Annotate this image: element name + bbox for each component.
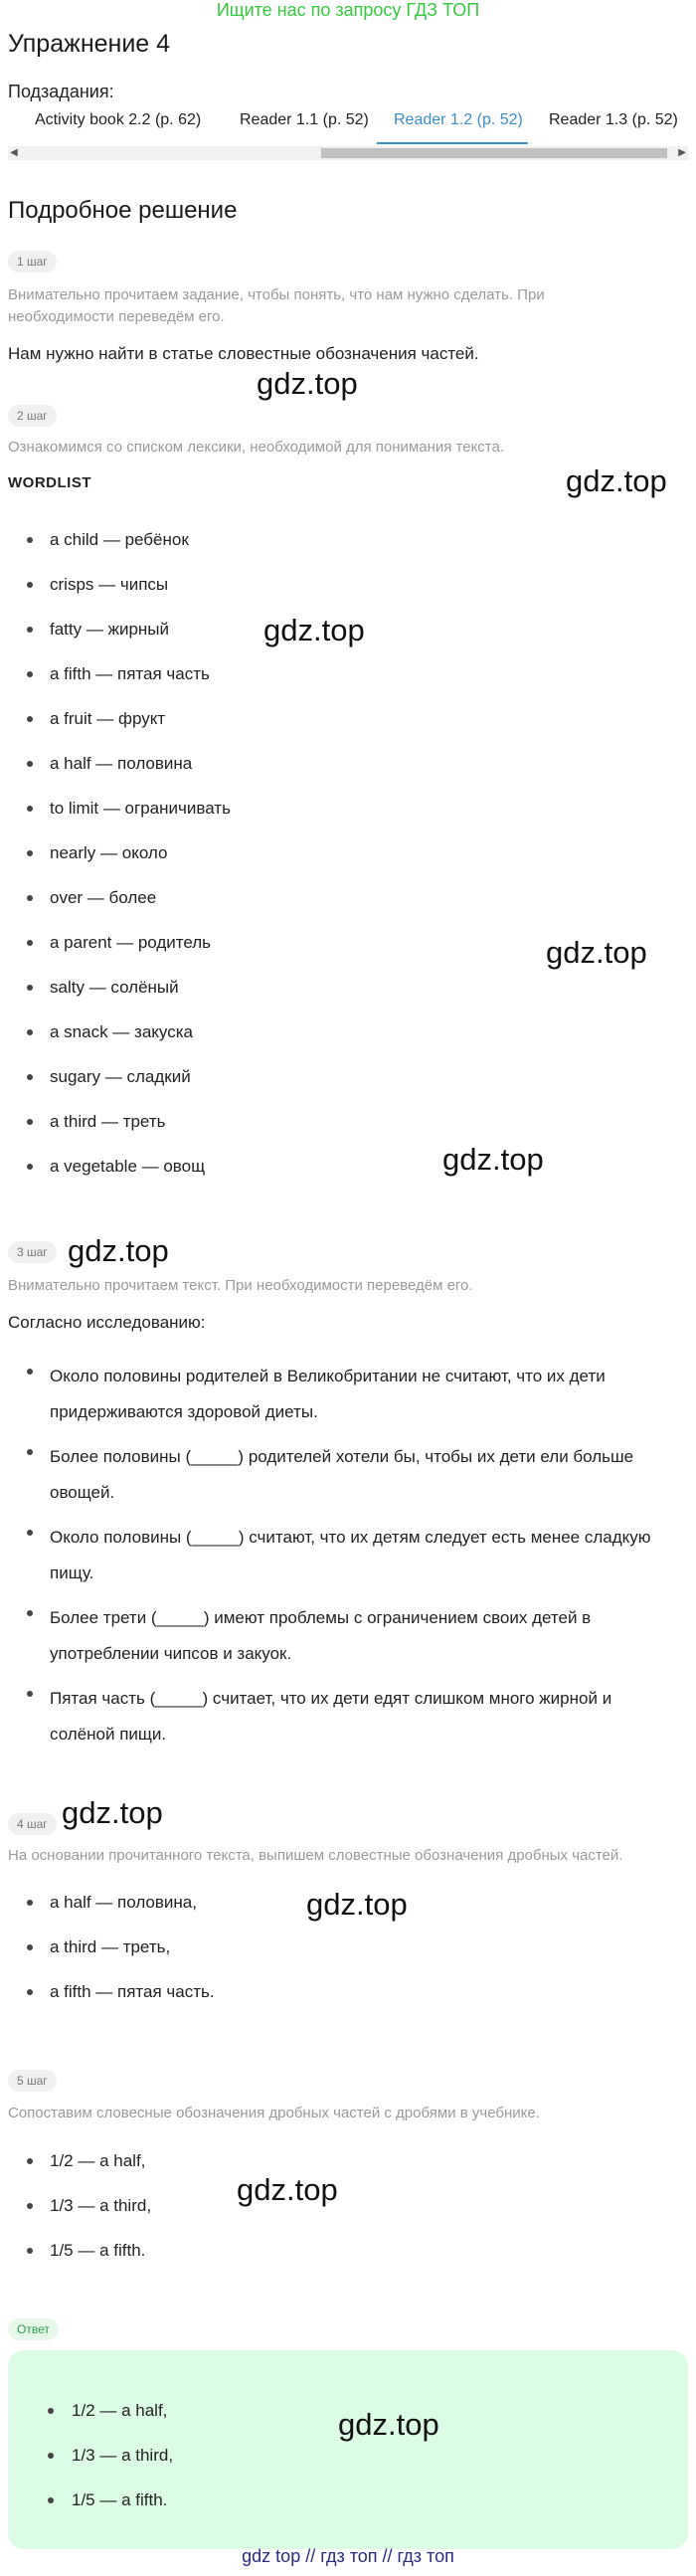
footer-links[interactable]: gdz top // гдз топ // гдз топ (242, 2546, 454, 2566)
answer-list (8, 2398, 605, 2532)
step-text: Нам нужно найти в статье словестные обозначения частей. (8, 344, 479, 363)
section-title: Подробное решение (8, 197, 238, 224)
wordlist-heading: WORDLIST (8, 474, 91, 491)
list-item: 1/2 — a half, (8, 2398, 605, 2443)
list-item: a third — треть, (8, 1934, 605, 1979)
list-item: 1/3 — a third, (8, 2443, 605, 2487)
list-item: a half — половина (8, 751, 605, 796)
tabs-scrollbar[interactable] (8, 146, 688, 160)
list-item: Около половины родителей в Великобритании не считают, что их дети придерживаются здоровой диеты. (8, 1359, 676, 1430)
watermark: gdz.top (62, 1795, 163, 1830)
step-description: Внимательно прочитаем текст. При необходимости переведём его. (8, 1277, 473, 1294)
watermark: gdz.top (68, 1233, 169, 1268)
list-item: crisps — чипсы (8, 572, 605, 617)
step-text: Согласно исследованию: (8, 1313, 206, 1332)
active-tab-indicator (377, 142, 528, 144)
watermark: gdz.top (442, 1142, 544, 1177)
watermark: gdz.top (338, 2407, 439, 2442)
list-item: fatty — жирный (8, 617, 605, 661)
scroll-left-arrow-icon[interactable]: ◀ (10, 147, 18, 158)
search-banner[interactable]: Ищите нас по запросу ГДЗ ТОП (216, 0, 480, 20)
step-description: Ознакомимся со списком лексики, необходимой для понимания текста. (8, 439, 505, 456)
watermark: gdz.top (263, 613, 365, 647)
exercise-title: Упражнение 4 (8, 30, 171, 58)
list-item: 1/3 — a third, (8, 2193, 605, 2238)
tab-reader-1-2[interactable]: Reader 1.2 (p. 52) (394, 111, 523, 128)
subtask-tabs (8, 103, 688, 145)
watermark: gdz.top (237, 2172, 338, 2207)
list-item: a third — треть (8, 1109, 605, 1154)
list-item: to limit — ограничивать (8, 796, 605, 840)
watermark: gdz.top (566, 463, 667, 498)
tab-reader-1-3[interactable]: Reader 1.3 (p. 52) (549, 111, 678, 128)
watermark: gdz.top (306, 1887, 408, 1922)
tab-activity-book-2-2[interactable]: Activity book 2.2 (p. 62) (35, 111, 202, 128)
step-badge: 2 шаг (8, 405, 57, 427)
list-item: Около половины (_____) считают, что их детям следует есть менее сладкую пищу. (8, 1520, 676, 1591)
list-item: nearly — около (8, 840, 605, 885)
subtasks-label: Подзадания: (8, 82, 114, 101)
step-badge: 1 шаг (8, 251, 57, 273)
answer-box (8, 2350, 688, 2549)
list-item: a parent — родитель (8, 930, 605, 975)
study-findings-list (8, 1359, 676, 1761)
list-item: Более трети (_____) имеют проблемы с ограничением своих детей в употреблении чипсов и закуок. (8, 1600, 676, 1672)
tab-reader-1-1[interactable]: Reader 1.1 (p. 52) (240, 111, 369, 128)
step-description: Сопоставим словесные обозначения дробных частей с дробями в учебнике. (8, 2105, 540, 2121)
scroll-right-arrow-icon[interactable]: ▶ (678, 147, 686, 158)
list-item: over — более (8, 885, 605, 930)
fraction-match-list (8, 2148, 605, 2283)
list-item: a vegetable — овощ (8, 1154, 605, 1198)
list-item: sugary — сладкий (8, 1064, 605, 1109)
list-item: a half — половина, (8, 1890, 605, 1934)
step-badge: 3 шаг (8, 1241, 57, 1263)
list-item: a fifth — пятая часть. (8, 1979, 605, 2024)
list-item: Пятая часть (_____) считает, что их дети едят слишком много жирной и солёной пищи. (8, 1681, 676, 1752)
list-item: a snack — закуска (8, 1019, 605, 1064)
list-item: a child — ребёнок (8, 527, 605, 572)
answer-badge: Ответ (8, 2318, 59, 2340)
step-description: На основании прочитанного текста, выпишем словестные обозначения дробных частей. (8, 1847, 623, 1864)
step-badge: 4 шаг (8, 1813, 57, 1835)
watermark: gdz.top (546, 935, 647, 970)
watermark: gdz.top (257, 366, 358, 401)
list-item: 1/5 — a fifth. (8, 2487, 605, 2532)
list-item: 1/5 — a fifth. (8, 2238, 605, 2283)
scrollbar-thumb[interactable] (321, 148, 667, 158)
list-item: a fruit — фрукт (8, 706, 605, 751)
list-item: Более половины (_____) родителей хотели бы, чтобы их дети ели больше овощей. (8, 1439, 676, 1511)
step-badge: 5 шаг (8, 2070, 57, 2092)
list-item: 1/2 — a half, (8, 2148, 605, 2193)
step-description: Внимательно прочитаем задание, чтобы понять, что нам нужно сделать. При необходимости переведём его. (8, 286, 545, 325)
list-item: a fifth — пятая часть (8, 661, 605, 706)
list-item: salty — солёный (8, 975, 605, 1019)
